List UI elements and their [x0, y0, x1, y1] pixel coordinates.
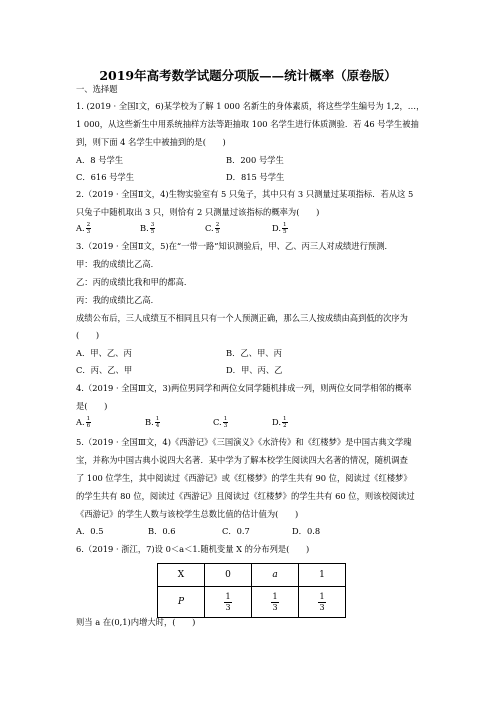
- q1-option-a: A．8 号学生: [76, 155, 124, 165]
- q3-option-c: C．丙、乙、甲: [76, 365, 133, 375]
- q1-option-d: D．815 号学生: [226, 172, 285, 182]
- q3-text-line-5: 成绩公布后，三人成绩互不相同且只有一个人预测正确，那么三人按成绩由高到低的次序为: [76, 313, 408, 323]
- q4-option-b-fraction: $\frac{1}{4}$: [155, 416, 160, 429]
- q5-text-line-3: 了 100 位学生，其中阅读过《西游记》或《红楼梦》的学生共有 90 位，阅读过《红楼梦》: [76, 473, 412, 483]
- q5-text-line-2: 宝，并称为中国古典小说四大名著．某中学为了解本校学生阅读四大名著的情况，随机调查: [76, 455, 408, 465]
- q1-option-c: C．616 号学生: [76, 172, 135, 182]
- q2-option-a: [76, 222, 91, 235]
- q5-text-line-4: 的学生共有 80 位，阅读过《西游记》且阅读过《红楼梦》的学生共有 60 位，则该校阅读过: [76, 491, 415, 501]
- table-cell-x-label: X: [158, 564, 205, 587]
- q4-text-line-2: 是( ): [76, 401, 108, 411]
- section-heading: 一、选择题: [76, 84, 118, 94]
- q4-option-c: [213, 416, 228, 429]
- table-row: [158, 587, 346, 618]
- q2-text-line-2: 只兔子中随机取出 3 只，则恰有 2 只测量过该指标的概率为( ): [76, 207, 320, 217]
- q2-text-line-1: 2.（2019 · 全国Ⅱ文，4)生物实验室有 5 只兔子，其中只有 3 只测量过某项指标．若从这 5: [76, 189, 414, 199]
- q5-option-d: D．0.8: [292, 526, 321, 536]
- q4-text-line-1: 4.（2019 · 全国Ⅲ文，3)两位男同学和两位女同学随机排成一列，则两位女同学相邻的概率: [76, 383, 412, 393]
- q4-option-c-label: C.: [213, 417, 222, 427]
- table-cell-value-a: a: [252, 564, 299, 587]
- q2-option-b: [140, 222, 155, 235]
- q2-option-d: [272, 222, 288, 235]
- q2-option-b-label: B.: [140, 223, 149, 233]
- q4-option-a-fraction: $\frac{1}{6}$: [86, 416, 91, 429]
- q4-option-d-fraction: $\frac{1}{2}$: [283, 416, 287, 429]
- q1-text-line-3: 到，则下面 4 名学生中被抽到的是( ): [76, 137, 226, 147]
- q4-option-d-label: D.: [272, 417, 281, 427]
- q3-option-d: D．甲、丙、乙: [226, 365, 283, 375]
- table-cell-prob-1: $\frac{1}{3}$: [205, 587, 252, 618]
- q2-option-a-fraction: $\frac{2}{3}$: [86, 222, 91, 235]
- table-cell-value-1: 1: [299, 564, 346, 587]
- q5-option-c: C．0.7: [222, 526, 250, 536]
- q4-option-b: [145, 416, 160, 429]
- q6-text-line-1: 6.（2019 · 浙江，7)设 0＜a＜1.随机变量 X 的分布列是( ): [76, 544, 310, 554]
- q3-option-b: B．乙、甲、丙: [226, 348, 282, 358]
- q5-text-line-5: 《西游记》的学生人数与该校学生总数比值的估计值为( ): [76, 509, 299, 519]
- q1-option-b: B．200 号学生: [226, 155, 284, 165]
- q4-option-a: [76, 416, 91, 429]
- table-cell-p-label: P: [158, 587, 205, 618]
- q6-text-line-2: 则当 a 在(0,1)内增大时，( ): [76, 617, 196, 627]
- q1-text-line-2: 1 000，从这些新生中用系统抽样方法等距抽取 100 名学生进行体质测验．若 46 号学生被抽: [76, 119, 419, 129]
- q5-option-b: B．0.6: [148, 526, 176, 536]
- q3-text-line-3: 乙：丙的成绩比我和甲的都高．: [76, 277, 193, 287]
- q5-option-a: A．0.5: [76, 526, 104, 536]
- q2-option-c: [205, 222, 220, 235]
- q2-option-a-label: A.: [76, 223, 85, 233]
- page-title: 2019年高考数学试题分项版——统计概率（原卷版）: [99, 68, 397, 83]
- q1-text-line-1: 1. (2019 · 全国Ⅰ文，6)某学校为了解 1 000 名新生的身体素质，将这些学生编号为 1,2，…，: [76, 101, 425, 111]
- table-row: [158, 564, 346, 587]
- table-cell-prob-2: $\frac{1}{3}$: [252, 587, 299, 618]
- q4-option-c-fraction: $\frac{1}{3}$: [223, 416, 228, 429]
- q4-option-b-label: B.: [145, 417, 154, 427]
- table-cell-prob-3: $\frac{1}{3}$: [299, 587, 346, 618]
- q3-text-line-4: 丙：我的成绩比乙高．: [76, 295, 159, 305]
- q2-option-c-label: C.: [205, 223, 214, 233]
- q2-option-d-fraction: $\frac{1}{5}$: [283, 222, 287, 235]
- distribution-table: [157, 563, 346, 618]
- q4-option-a-label: A.: [76, 417, 85, 427]
- q3-text-line-2: 甲：我的成绩比乙高．: [76, 259, 159, 269]
- q2-option-c-fraction: $\frac{2}{5}$: [215, 222, 220, 235]
- q5-text-line-1: 5.（2019 · 全国Ⅲ文，4)《西游记》《三国演义》《水浒传》和《红楼梦》是中国古典文学瑰: [76, 437, 412, 447]
- table-cell-value-0: 0: [205, 564, 252, 587]
- q3-text-line-1: 3.（2019 · 全国Ⅱ文，5)在“一带一路”知识测验后，甲、乙、丙三人对成绩进行预测．: [76, 241, 393, 251]
- q4-option-d: [272, 416, 288, 429]
- q3-text-line-6: ( ): [76, 330, 100, 340]
- q2-option-b-fraction: $\frac{3}{5}$: [150, 222, 155, 235]
- q2-option-d-label: D.: [272, 223, 281, 233]
- q3-option-a: A．甲、乙、丙: [76, 348, 132, 358]
